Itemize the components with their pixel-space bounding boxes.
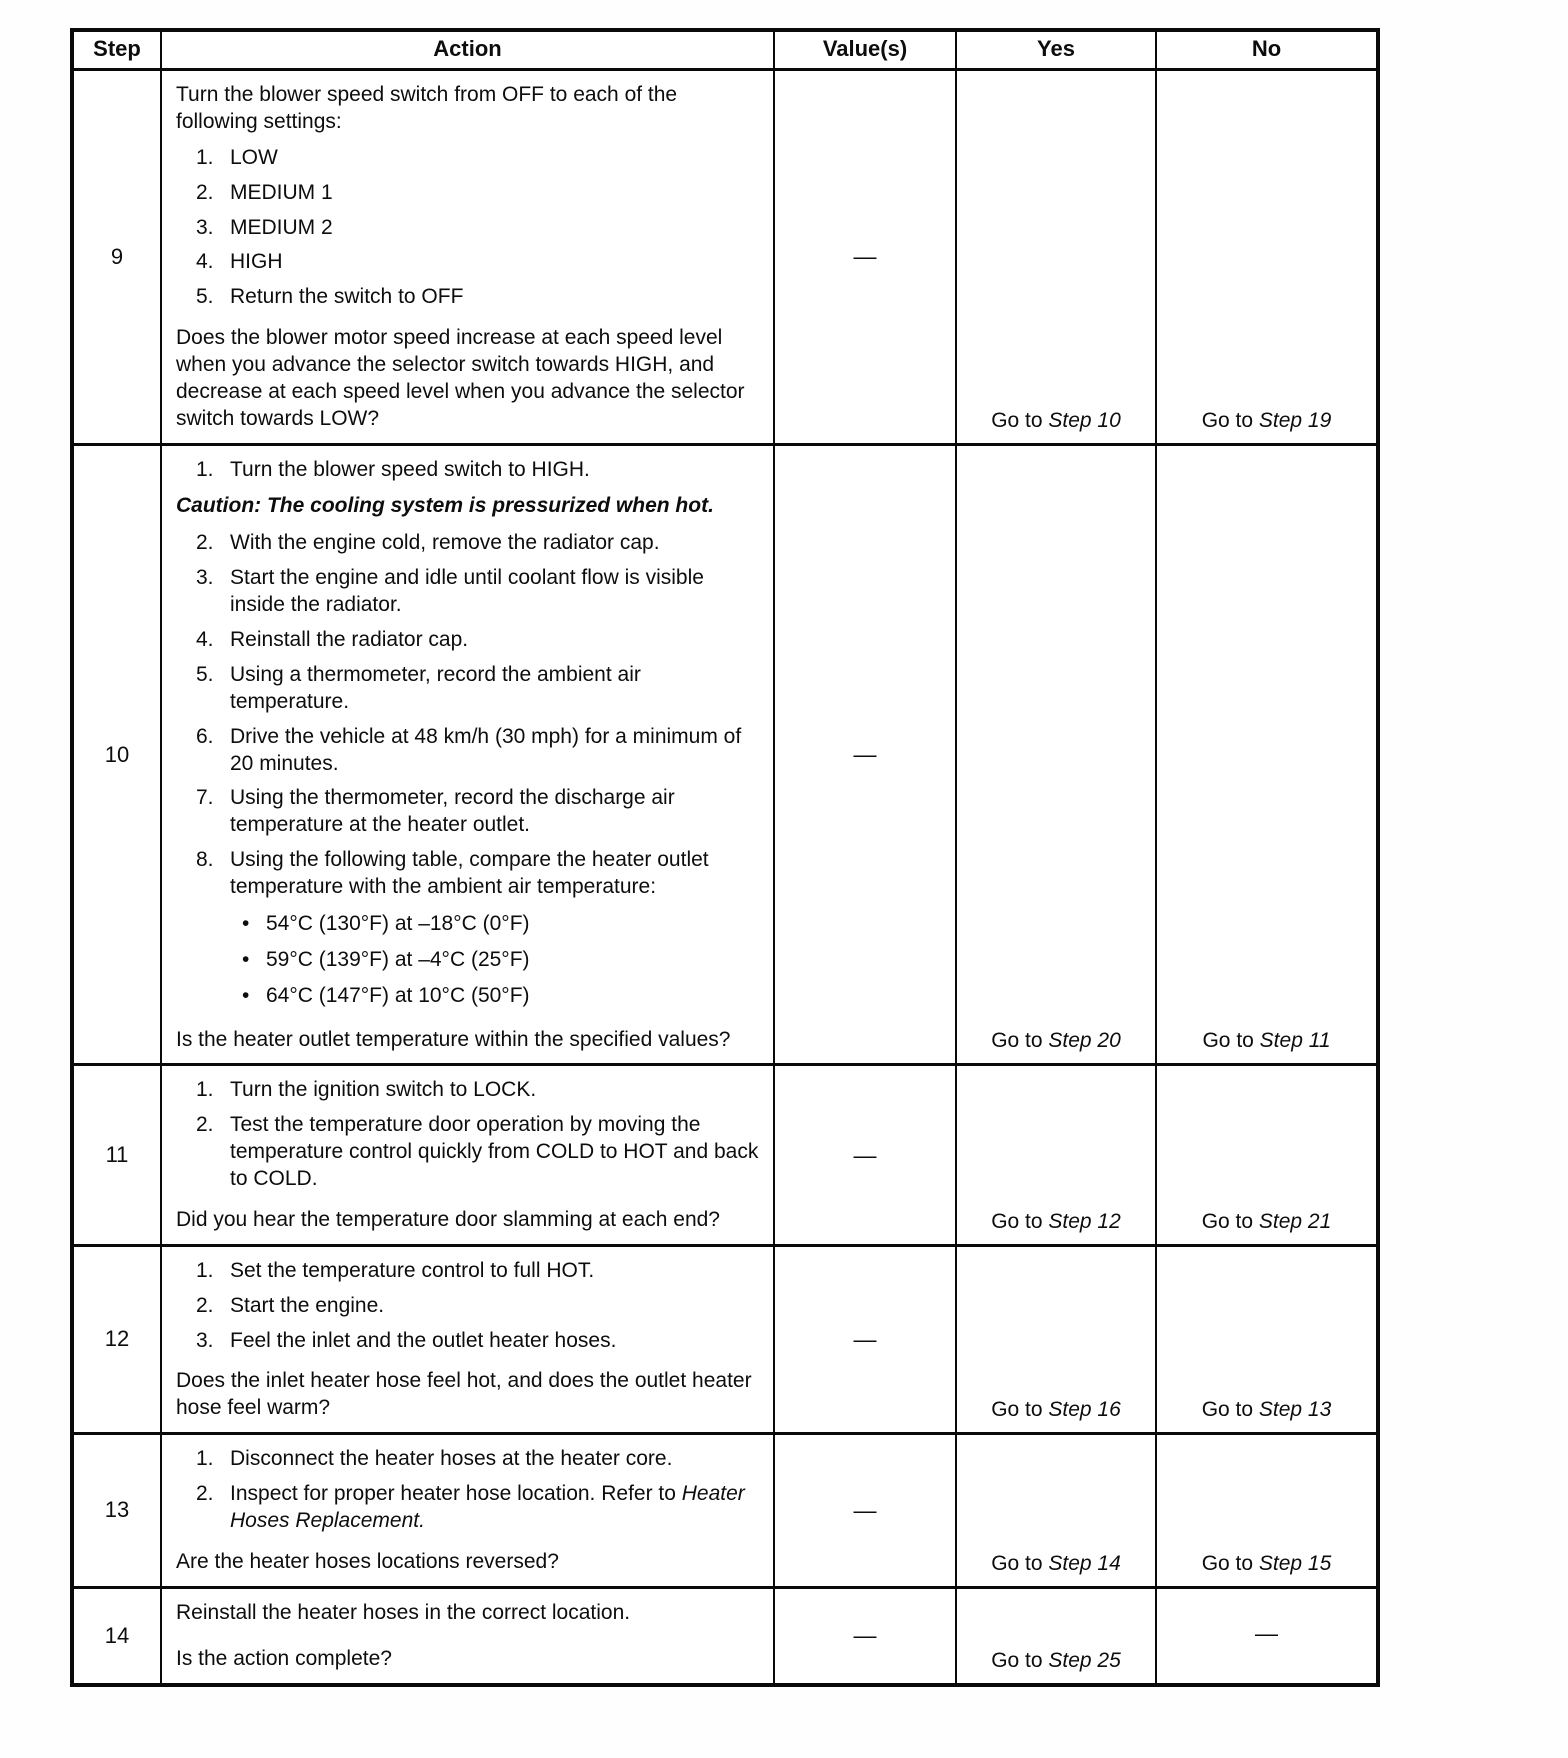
list-number: 3. [196,566,214,590]
header-yes: Yes [957,32,1157,68]
list-item [196,249,759,276]
numbered-list [196,457,759,492]
list-item [242,911,759,938]
question-text: Is the action complete? [176,1646,392,1670]
list-item-text: Set the temperature control to full HOT. [230,1258,595,1282]
list-item-text: MEDIUM 2 [230,215,333,239]
list-item-text: Reinstall the radiator cap. [230,628,469,651]
question-text: Did you hear the temperature door slamming at each end? [176,1207,720,1231]
list-item [196,215,759,242]
list-item-text: Using the thermometer, record the discharge air temperature at the heater outlet. [230,786,675,837]
no-cell [1157,1247,1376,1432]
header-step: Step [74,32,162,68]
numbered-list [196,1258,759,1363]
list-item-text: 64°C (147°F) at 10°C (50°F) [266,983,530,1007]
header-no: No [1251,36,1282,61]
list-item [196,145,759,172]
table-header-row [74,32,1376,71]
list-number: 4. [196,628,214,651]
list-item-text: Disconnect the heater hoses at the heater core. [230,1447,673,1471]
list-item-text: LOW [230,145,278,169]
no-cell [1157,1435,1376,1586]
list-item [196,627,759,654]
table-row-step-9 [74,71,1376,446]
list-number: 2. [196,1113,214,1137]
yes-cell [957,1435,1157,1586]
list-item-text: With the engine cold, remove the radiator cap. [230,531,660,555]
list-item [196,1258,759,1285]
values-cell: — [775,1247,957,1432]
action-paragraph: Turn the blower speed switch from OFF to each of the following settings: [176,83,678,133]
list-item [196,847,759,901]
list-item [196,1446,759,1473]
yes-cell [957,446,1157,1064]
question-text: Is the heater outlet temperature within the specified values? [176,1027,731,1051]
goto-text: Go to Step 21 [1201,1209,1332,1233]
action-cell [162,446,775,1064]
action-cell [162,1589,775,1683]
list-item-text: Using the following table, compare the heater outlet temperature with the ambient air temperature: [230,848,709,898]
list-number: 3. [196,215,214,239]
table-body [74,71,1376,1683]
list-number: 2. [196,531,214,555]
step-number: 9 [74,71,162,443]
list-item-text: Turn the ignition switch to LOCK. [230,1078,537,1102]
goto-text: Go to Step 13 [1201,1398,1332,1422]
goto-text: — [1255,1620,1278,1647]
goto-text: Go to Step 16 [991,1398,1121,1422]
list-item [196,785,759,839]
goto-text: Go to Step 15 [1201,1551,1332,1575]
list-item-text: Return the switch to OFF [230,285,464,309]
list-number: 3. [196,1328,214,1352]
list-item [196,1077,759,1104]
list-item-text: Inspect for proper heater hose location. Refer to Heater Hoses Replacement. [230,1482,745,1532]
step-number: 12 [74,1247,162,1432]
list-number: 6. [196,724,214,748]
list-number: 5. [196,662,214,686]
yes-cell [957,1589,1157,1683]
question-text: Does the blower motor speed increase at each speed level when you advance the selector switch towards HIGH, and decrease at each speed level when you advance the selector switch towards LOW? [176,326,745,430]
diagnostic-table [70,28,1380,1687]
caution-text: Caution: The cooling system is pressurized when hot. [176,493,714,517]
goto-text: Go to Step 12 [991,1209,1121,1233]
list-number: 1. [196,145,214,169]
list-item-text: Drive the vehicle at 48 km/h (30 mph) for a minimum of 20 minutes. [230,724,742,775]
list-item-text: Test the temperature door operation by moving the temperature control quickly from COLD to HOT and back to COLD. [230,1113,759,1190]
list-number: 1. [196,1258,214,1282]
list-number: 2. [196,1293,214,1317]
list-item [196,284,759,311]
list-item-text: 54°C (130°F) at –18°C (0°F) [266,911,530,935]
goto-text: Go to Step 10 [991,408,1121,432]
list-item-text: Feel the inlet and the outlet heater hoses. [230,1328,617,1352]
yes-cell [957,1247,1157,1432]
list-number: 1. [196,1078,214,1102]
list-item [196,1112,759,1193]
question-text: Are the heater hoses locations reversed? [176,1549,559,1573]
header-action: Action [162,32,775,68]
list-number: 2. [196,180,214,204]
no-cell [1157,1589,1376,1683]
numbered-list [196,1077,759,1201]
list-item-text: Using a thermometer, record the ambient air temperature. [230,662,641,713]
list-number: 1. [196,457,214,481]
list-item-text: MEDIUM 1 [230,180,333,204]
numbered-list [196,1446,759,1543]
list-item [242,983,759,1010]
list-item [242,947,759,974]
step-number: 14 [74,1589,162,1683]
no-cell [1157,1066,1376,1243]
table-row-step-13 [74,1435,1376,1589]
list-number: 7. [196,786,214,810]
goto-text: Go to Step 11 [1202,1029,1331,1053]
values-cell: — [775,1066,957,1243]
goto-text: Go to Step 14 [991,1551,1121,1575]
bullet-icon: • [242,983,250,1007]
numbered-list [196,530,759,909]
table-row-step-11 [74,1066,1376,1246]
action-cell [162,1247,775,1432]
goto-text: Go to Step 20 [991,1029,1121,1053]
values-cell: — [775,446,957,1064]
list-number: 8. [196,848,214,872]
bullet-icon: • [242,947,250,971]
list-number: 1. [196,1447,214,1471]
step-number: 10 [74,446,162,1064]
list-item-text: Start the engine and idle until coolant flow is visible inside the radiator. [230,566,704,617]
list-item-text: 59°C (139°F) at –4°C (25°F) [266,947,530,971]
action-paragraph: Reinstall the heater hoses in the correct location. [176,1600,631,1624]
no-cell [1157,71,1376,443]
step-number: 11 [74,1066,162,1243]
step-number: 13 [74,1435,162,1586]
bullet-list [242,911,759,1019]
action-cell [162,1066,775,1243]
list-item [196,1293,759,1320]
values-cell: — [775,71,957,443]
goto-text: Go to Step 19 [1201,408,1332,432]
table-row-step-10 [74,446,1376,1067]
list-number: 4. [196,250,214,274]
list-item [196,1328,759,1355]
action-cell [162,71,775,443]
list-number: 2. [196,1482,214,1505]
values-cell: — [775,1435,957,1586]
goto-text: Go to Step 25 [991,1648,1121,1672]
bullet-icon: • [242,911,250,935]
list-item-text: HIGH [230,250,283,274]
list-item-text: Start the engine. [230,1293,385,1317]
list-item [196,180,759,207]
header-values: Value(s) [775,32,957,68]
list-item [196,1481,759,1535]
list-item [196,662,759,716]
list-item [196,457,759,484]
values-cell: — [775,1589,957,1683]
no-cell [1157,446,1376,1064]
list-item [196,565,759,619]
yes-cell [957,1066,1157,1243]
table-row-step-12 [74,1247,1376,1435]
numbered-list [196,145,759,319]
action-cell [162,1435,775,1586]
list-item [196,530,759,557]
list-item-text: Turn the blower speed switch to HIGH. [230,457,590,481]
list-item [196,724,759,778]
table-row-step-14 [74,1589,1376,1683]
question-text: Does the inlet heater hose feel hot, and does the outlet heater hose feel warm? [176,1369,752,1420]
list-number: 5. [196,285,214,309]
yes-cell [957,71,1157,443]
